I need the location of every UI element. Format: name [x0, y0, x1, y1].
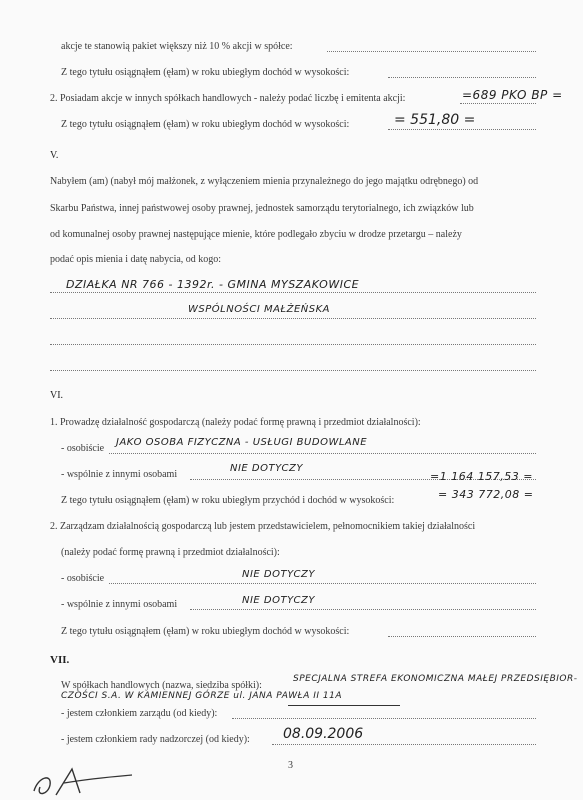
fill-line — [388, 77, 536, 78]
manage-business-text-2: (należy podać formę prawną i przedmiot działalności): — [61, 547, 280, 558]
handwritten-property-2: WSPÓLNOŚCI MAŁŻEŃSKA — [188, 304, 331, 315]
section-v-paragraph-line-1: Nabyłem (am) (nabył mój małżonek, z wyłączeniem mienia przynależnego do jego majątku odrębnego) od — [50, 176, 479, 187]
fill-line — [190, 609, 536, 610]
page-number: 3 — [288, 760, 293, 771]
personal2-label: - osobiście — [61, 573, 105, 584]
fill-line — [109, 583, 536, 584]
business-activity-text: 1. Prowadzę działalność gospodarczą (należy podać formę prawną i przedmiot działalności): — [50, 417, 421, 428]
handwritten-supervisory-date: 08.09.2006 — [283, 726, 364, 742]
handwritten-income-2: = 551,80 = — [394, 112, 476, 128]
fill-line — [50, 370, 536, 371]
income-text-1: Z tego tytułu osiągnąłem (ęłam) w roku ubiegłym dochód w wysokości: — [61, 67, 350, 78]
supervisory-label: - jestem członkiem rady nadzorczej (od kiedy): — [61, 734, 250, 745]
handwritten-revenue: =1 164 157,53 = — [430, 470, 533, 483]
fill-line — [327, 51, 536, 52]
fill-line — [109, 453, 536, 454]
section-v-paragraph-line-2: Skarbu Państwa, innej państwowej osoby prawnej, jednostek samorządu terytorialnego, ich związków lub — [50, 203, 474, 214]
other-shares-text: 2. Posiadam akcje w innych spółkach handlowych - należy podać liczbę i emitenta akcji: — [50, 93, 406, 104]
fill-line — [50, 292, 536, 293]
board-label: - jestem członkiem zarządu (od kiedy): — [61, 708, 218, 719]
section-v-heading: V. — [50, 150, 59, 161]
handwritten-income: = 343 772,08 = — [438, 488, 534, 501]
handwritten-property: DZIAŁKA NR 766 - 1392r. - GMINA MYSZAKOWICE — [66, 278, 360, 291]
fill-line — [232, 718, 536, 719]
section-vi-heading: VI. — [50, 390, 64, 401]
income-text-2: Z tego tytułu osiągnąłem (ęłam) w roku ubiegłym dochód w wysokości: — [61, 119, 350, 130]
section-v-paragraph-line-4: podać opis mienia i datę nabycia, od kogo: — [50, 254, 222, 265]
handwritten-company-1: SPECJALNA STREFA EKONOMICZNA MAŁEJ PRZEDSIĘBIOR- — [293, 674, 578, 684]
section-v-paragraph-line-3: od komunalnej osoby prawnej następujące mienie, które podlegało zbyciu w drodze przetargu – należy — [50, 229, 462, 240]
fill-line — [272, 744, 536, 745]
personal-label: - osobiście — [61, 443, 105, 454]
handwritten-underline — [288, 705, 400, 706]
fill-line — [460, 103, 536, 104]
revenue-income-text: Z tego tytułu osiągnąłem (ęłam) w roku ubiegłym przychód i dochód w wysokości: — [61, 495, 395, 506]
handwritten-personal: JAKO OSOBA FIZYCZNA - USŁUGI BUDOWLANE — [116, 437, 368, 448]
joint2-label: - wspólnie z innymi osobami — [61, 599, 178, 610]
fill-line — [50, 318, 536, 319]
signature-icon — [28, 765, 138, 800]
shares-10pct-text: akcje te stanowią pakiet większy niż 10 % akcji w spółce: — [61, 41, 293, 52]
fill-line — [388, 129, 536, 130]
handwritten-company-2: CZOŚCI S.A. W KAMIENNEJ GÓRZE ul. JANA PAWŁA II 11A — [61, 691, 342, 701]
section-vii-heading: VII. — [50, 654, 70, 666]
fill-line — [388, 636, 536, 637]
companies-label: W spółkach handlowych (nazwa, siedziba spółki): — [61, 680, 262, 691]
handwritten-shares: =689 PKO BP = — [462, 88, 563, 102]
joint-label: - wspólnie z innymi osobami — [61, 469, 178, 480]
income-text-3: Z tego tytułu osiągnąłem (ęłam) w roku ubiegłym dochód w wysokości: — [61, 626, 350, 637]
handwritten-joint: NIE DOTYCZY — [230, 463, 303, 474]
handwritten-joint-2: NIE DOTYCZY — [242, 595, 315, 606]
manage-business-text: 2. Zarządzam działalnością gospodarczą lub jestem przedstawicielem, pełnomocnikiem takiej działalności — [50, 521, 476, 532]
handwritten-personal-2: NIE DOTYCZY — [242, 569, 315, 580]
fill-line — [50, 344, 536, 345]
